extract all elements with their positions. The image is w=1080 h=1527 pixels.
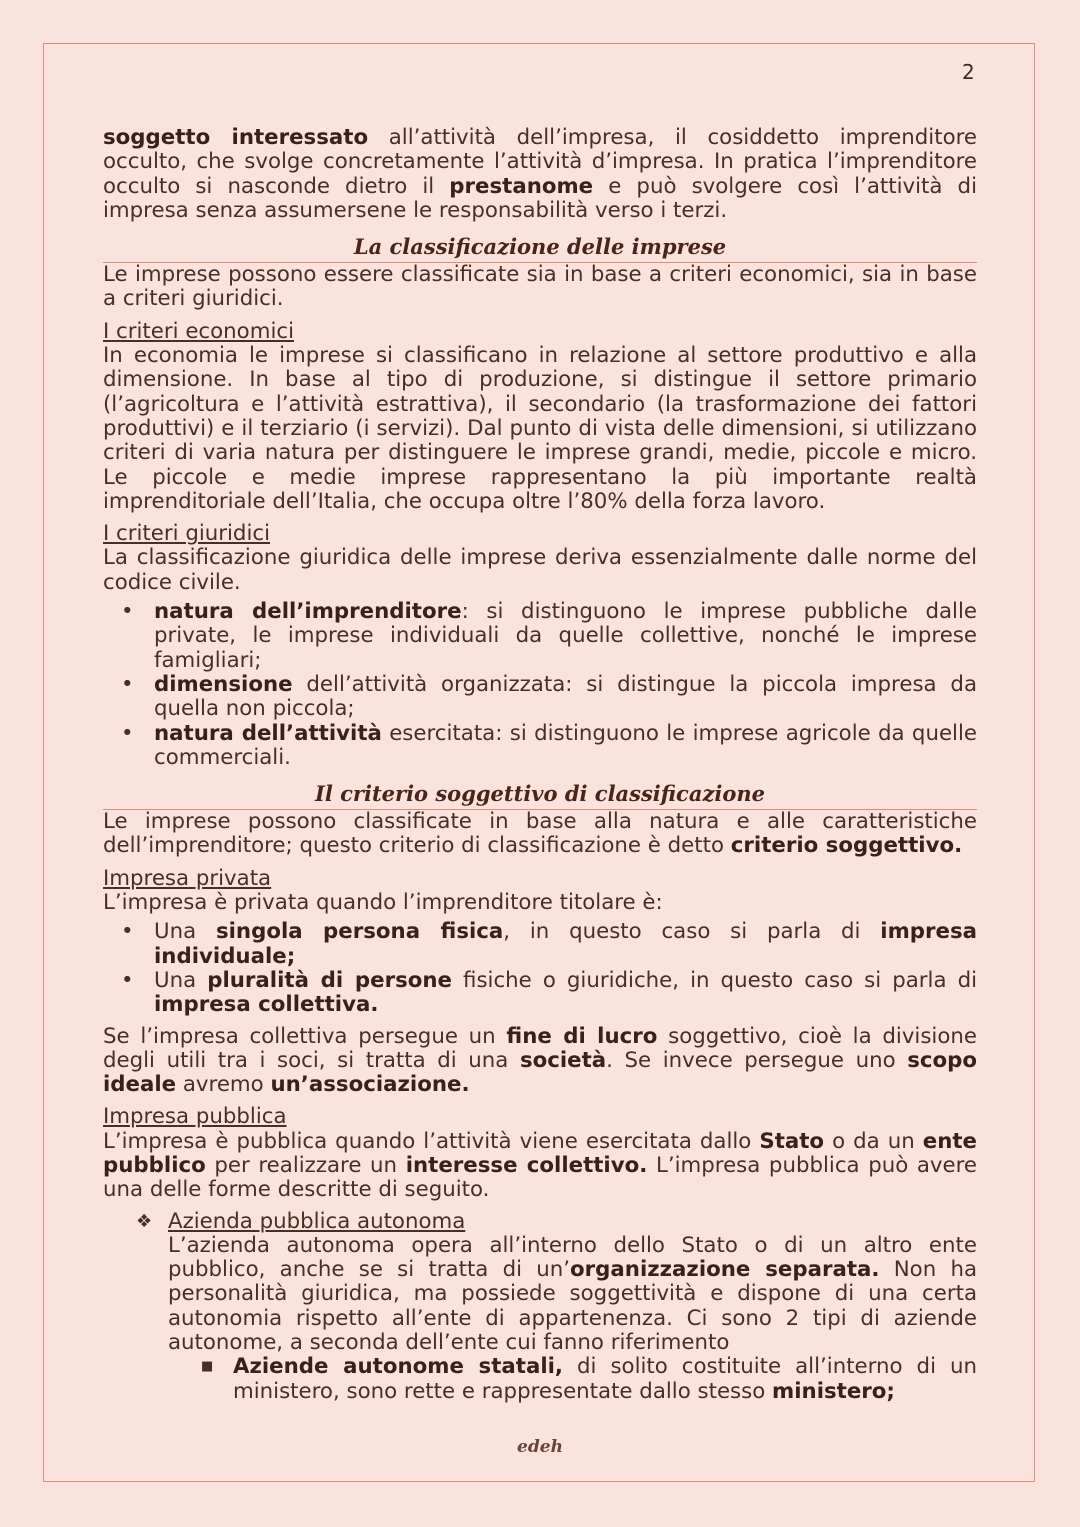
list-item: • Una singola persona fisica, in questo caso si parla di impresa individuale; (103, 920, 977, 969)
square-bullet-icon: ■ (201, 1359, 214, 1375)
section2-intro: Le imprese possono classificate in base alla natura e alle caratteristiche dell’imprenditore; questo criterio di classificazione è detto criterio soggettivo. (103, 809, 977, 859)
page-content (103, 126, 977, 1404)
criteria-list (103, 600, 977, 770)
diamond-bullet-icon: ❖ (136, 1210, 153, 1232)
collective-paragraph: Se l’impresa collettiva persegue un fine di lucro soggettivo, cioè la divisione degli utili tra i soci, si tratta di una società. Se invece persegue uno scopo ideale avremo un’associazione. (103, 1023, 978, 1098)
auto-paragraph: L’azienda autonoma opera all’interno dello Stato o di un altro ente pubblico, anche se si tratta di un’organizzazione separata. Non ha personalità giuridica, ma possiede soggettività e dispone di una certa autonomia rispetto all’ente di appartenenza. Ci sono 2 tipi di aziende autonome, a seconda dell’ente cui fanno riferimento (168, 1232, 977, 1356)
azienda-autonoma-item (103, 1210, 977, 1356)
list-item: • Una pluralità di persone fisiche o giuridiche, in questo caso si parla di impresa collettiva. (103, 969, 977, 1018)
heading-impresa-pubblica: Impresa pubblica (103, 1104, 287, 1130)
list-item: • natura dell’attività esercitata: si distinguono le imprese agricole da quelle commerciali. (103, 722, 977, 771)
list-item: • dimensione dell’attività organizzata: si distingue la piccola impresa da quella non piccola; (103, 673, 977, 722)
bold-term: prestanome (449, 173, 594, 199)
bold-term: soggetto interessato (103, 125, 369, 150)
legal-paragraph: La classificazione giuridica delle imprese deriva essenzialmente dalle norme del codice civile. (103, 545, 977, 595)
public-paragraph: L’impresa è pubblica quando l’attività viene esercitata dallo Stato o da un ente pubblico per realizzare un interesse collettivo. L’impresa pubblica può avere una delle forme descritte di seguito. (103, 1128, 977, 1203)
page-number: 2 (962, 60, 975, 84)
aziende-statali-item: ■ Aziende autonome statali, di solito costituite all’interno di un ministero, sono rette e rappresentate dallo stesso ministero; (201, 1354, 977, 1404)
list-item: • natura dell’imprenditore: si distinguono le imprese pubbliche dalle private, le imprese individuali da quelle collettive, nonché le imprese famigliari; (103, 600, 977, 673)
heading-criteri-giuridici: I criteri giuridici (103, 521, 270, 547)
heading-azienda-autonoma: Azienda pubblica autonoma (168, 1208, 466, 1234)
private-list (103, 920, 977, 1017)
section1-intro: Le imprese possono essere classificate sia in base a criteri economici, sia in base a criteri giuridici. (103, 262, 977, 312)
private-paragraph: L’impresa è privata quando l’imprenditore titolare è: (103, 890, 663, 916)
econ-paragraph: In economia le imprese si classificano in relazione al settore produttivo e alla dimensione. In base al tipo di produzione, si distingue il settore primario (l’agricoltura e l’attività estrattiva), il secondario (la trasformazione dei fattori produttivi) e il terziario (i servizi). Dal punto di vista delle dimensioni, si utilizzano criteri di varia natura per distinguere le imprese grandi, medie, piccole e micro. Le piccole e medie imprese rappresentano la più importante realtà imprenditoriale dell’Italia, che occupa oltre l’80% della forza lavoro. (103, 343, 977, 514)
heading-impresa-privata: Impresa privata (103, 865, 272, 891)
heading-criteri-economici: I criteri economici (103, 318, 294, 344)
section-title-classificazione: La classificazione delle imprese (103, 233, 977, 263)
footer-signature: edeh (517, 1437, 563, 1457)
section-title-criterio-soggettivo: Il criterio soggettivo di classificazione (103, 780, 977, 810)
intro-paragraph: soggetto interessato all’attività dell’impresa, il cosiddetto imprenditore occulto, che svolge concretamente l’attività d’impresa. In pratica l’imprenditore occulto si nasconde dietro il prestanome e può svolgere così l’attività di impresa senza assumersene le responsabilità verso i terzi. (103, 125, 977, 223)
